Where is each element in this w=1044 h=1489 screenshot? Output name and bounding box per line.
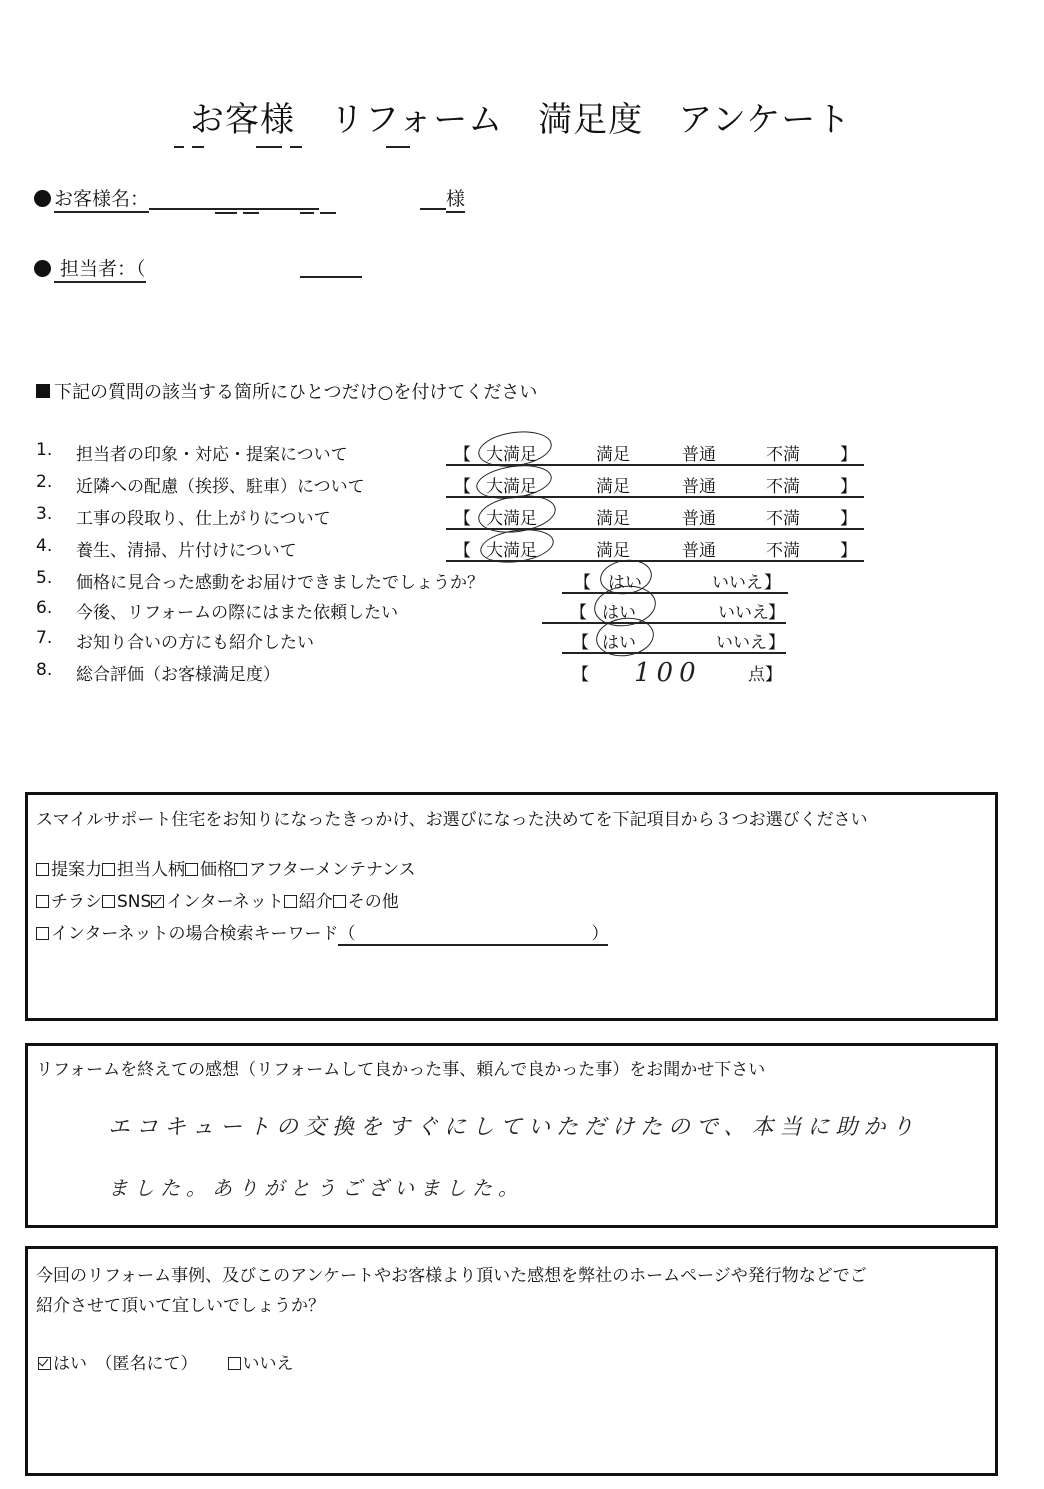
question-6: 6. 今後、リフォームの際にはまた依頼したい [36, 598, 399, 623]
checkbox-search-keyword[interactable]: インターネットの場合検索キーワード [36, 924, 338, 944]
search-keyword-input[interactable]: （ ） [338, 919, 608, 946]
option-average[interactable]: 普通 [682, 445, 716, 465]
option-dissatisfied[interactable]: 不満 [766, 541, 800, 561]
question-3: 3. 工事の段取り、仕上がりについて [36, 504, 331, 529]
question-2: 2. 近隣への配慮（挨拶、駐車）について [36, 472, 365, 497]
option-average[interactable]: 普通 [682, 541, 716, 561]
staff-label: 担当者：（ [54, 254, 146, 283]
consent-box [25, 1246, 998, 1476]
bullet-icon [34, 190, 51, 207]
yesno-scale-5: 【 はい いいえ 】 [562, 566, 788, 594]
checkbox-other[interactable]: その他 [333, 892, 399, 912]
yesno-scale-6: 【 はい いいえ 】 [542, 596, 786, 624]
checkbox-consent-no[interactable]: いいえ [228, 1354, 294, 1374]
checkbox-icon [284, 895, 297, 908]
redaction-mark [256, 146, 282, 148]
customer-name-input[interactable] [149, 188, 319, 210]
reasons-heading: スマイルサポート住宅をお知りになったきっかけ、お選びになった決めてを下記項目から３つお選びください [36, 810, 868, 830]
staff-input[interactable] [300, 256, 362, 278]
checkbox-consent-yes[interactable]: はい （匿名にて） [38, 1354, 198, 1374]
checkbox-icon [36, 895, 49, 908]
option-average[interactable]: 普通 [682, 477, 716, 497]
option-yes[interactable]: はい [608, 573, 642, 593]
checkbox-internet[interactable]: インターネット [151, 892, 283, 912]
checkbox-checked-icon [38, 1357, 51, 1370]
redaction-mark [290, 146, 302, 148]
rating-scale-1: 【 大満足 満足 普通 不満 】 [446, 438, 864, 466]
option-very-satisfied[interactable]: 大満足 [486, 477, 537, 497]
checkbox-referral[interactable]: 紹介 [284, 892, 333, 912]
option-dissatisfied[interactable]: 不満 [766, 509, 800, 529]
impressions-text-line-2[interactable]: ました。ありがとうございました。 [108, 1176, 524, 1200]
overall-bracket-open: 【 [572, 665, 589, 685]
consent-options [38, 1349, 294, 1374]
impressions-box [25, 1043, 998, 1228]
option-very-satisfied[interactable]: 大満足 [486, 445, 537, 465]
overall-score-value[interactable]: 100 [634, 658, 702, 688]
checkbox-proposal[interactable]: 提案力 [36, 860, 102, 880]
option-satisfied[interactable]: 満足 [596, 509, 630, 529]
redaction-mark [320, 212, 336, 214]
option-satisfied[interactable]: 満足 [596, 445, 630, 465]
yesno-scale-7: 【 はい いいえ 】 [562, 626, 786, 654]
checkbox-icon [333, 895, 346, 908]
checkbox-sns[interactable]: SNS [102, 892, 151, 912]
reasons-row-2 [36, 887, 399, 912]
redaction-mark [215, 212, 237, 214]
consent-heading-line-1: 今回のリフォーム事例、及びこのアンケートやお客様より頂いた感想を弊社のホームページや発行物などでご [36, 1266, 867, 1286]
customer-suffix: 様 [420, 184, 465, 213]
impressions-text-line-1[interactable]: エコキュートの交換をすぐにしていただけたので、本当に助かり [108, 1115, 920, 1140]
option-no[interactable]: いいえ [718, 603, 769, 623]
question-7: 7. お知り合いの方にも紹介したい [36, 628, 314, 653]
option-very-satisfied[interactable]: 大満足 [486, 541, 537, 561]
staff-field [34, 254, 146, 283]
redaction-mark [386, 146, 410, 148]
customer-name-field [34, 184, 319, 213]
checkbox-icon [36, 927, 49, 940]
checkbox-after-maintenance[interactable]: アフターメンテナンス [234, 860, 416, 880]
checkbox-icon [185, 863, 198, 876]
question-8: 8. 総合評価（お客様満足度） [36, 660, 280, 685]
checkbox-icon [234, 863, 247, 876]
option-very-satisfied[interactable]: 大満足 [486, 509, 537, 529]
question-1: 1. 担当者の印象・対応・提案について [36, 440, 348, 465]
checkbox-icon [36, 863, 49, 876]
option-satisfied[interactable]: 満足 [596, 477, 630, 497]
reasons-box [25, 792, 998, 1021]
consent-heading-line-2: 紹介させて頂いて宜しいでしょうか？ [36, 1296, 325, 1316]
option-yes[interactable]: はい [602, 603, 636, 623]
option-average[interactable]: 普通 [682, 509, 716, 529]
checkbox-icon [228, 1357, 241, 1370]
checkbox-icon [102, 863, 115, 876]
instruction: 下記の質問の該当する箇所にひとつだけ○を付けてください [36, 378, 537, 404]
redaction-mark [300, 212, 314, 214]
option-dissatisfied[interactable]: 不満 [766, 477, 800, 497]
option-dissatisfied[interactable]: 不満 [766, 445, 800, 465]
reasons-row-3 [36, 919, 608, 946]
option-no[interactable]: いいえ [712, 573, 763, 593]
checkbox-price[interactable]: 価格 [185, 860, 234, 880]
impressions-heading: リフォームを終えての感想（リフォームして良かった事、頼んで良かった事）をお聞かせ下さい [36, 1060, 766, 1080]
rating-scale-2: 【 大満足 満足 普通 不満 】 [446, 470, 864, 498]
customer-name-label: お客様名： [54, 184, 149, 213]
question-4: 4. 養生、清掃、片付けについて [36, 536, 297, 561]
question-5: 5. 価格に見合った感動をお届けできましたでしょうか？ [36, 568, 484, 593]
redaction-mark [243, 212, 259, 214]
checkbox-flyer[interactable]: チラシ [36, 892, 102, 912]
rating-scale-4: 【 大満足 満足 普通 不満 】 [446, 534, 864, 562]
redaction-mark [174, 146, 184, 148]
option-yes[interactable]: はい [602, 633, 636, 653]
checkbox-staff-personality[interactable]: 担当人柄 [102, 860, 185, 880]
bullet-icon [34, 260, 51, 277]
option-satisfied[interactable]: 満足 [596, 541, 630, 561]
option-no[interactable]: いいえ [716, 633, 767, 653]
reasons-row-1 [36, 855, 416, 880]
checkbox-checked-icon [151, 895, 164, 908]
checkbox-icon [102, 895, 115, 908]
page-title: お客様 リフォーム 満足度 アンケート [190, 100, 852, 140]
redaction-mark [192, 146, 204, 148]
rating-scale-3: 【 大満足 満足 普通 不満 】 [446, 502, 864, 530]
overall-unit: 点】 [748, 665, 782, 685]
square-bullet-icon [36, 384, 50, 398]
